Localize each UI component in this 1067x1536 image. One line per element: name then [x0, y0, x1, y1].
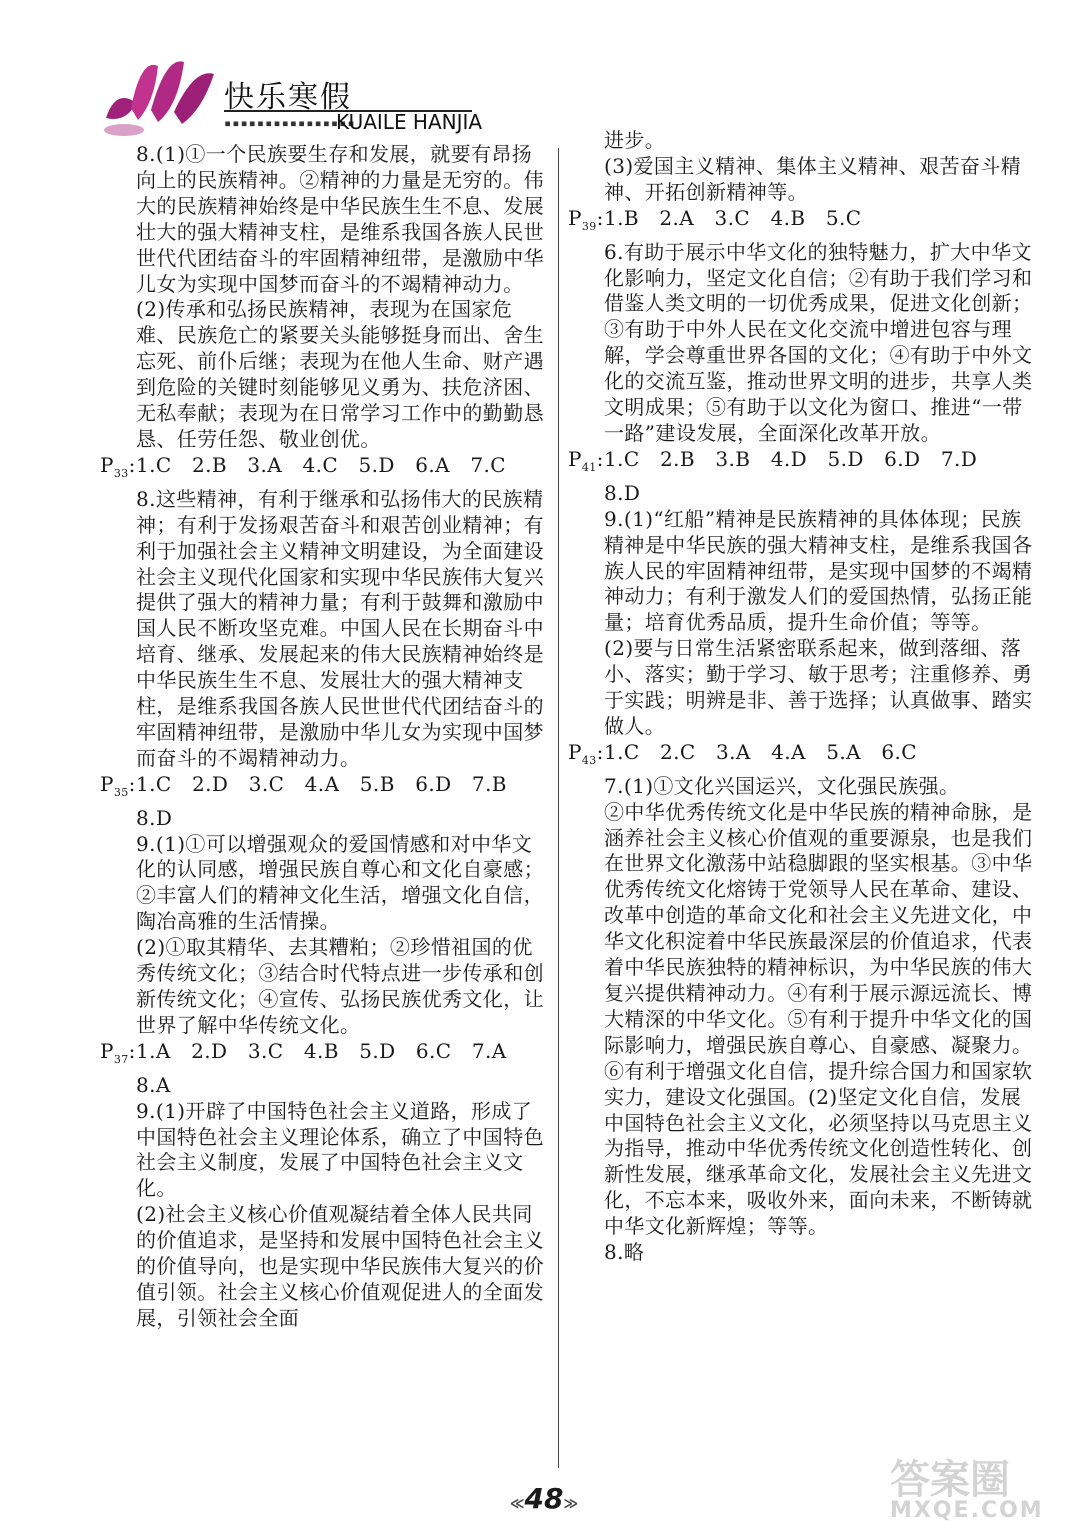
page-answer-line	[568, 447, 1038, 481]
flower-logo-icon	[96, 48, 226, 140]
choice-answers: 1.C 2.C 3.A 4.A 5.A 6.C	[604, 739, 917, 764]
answer-paragraph: 8.D	[136, 805, 173, 830]
answer-paragraph: 9.(1)开辟了中国特色社会主义道路，形成了中国特色社会主义理论体系，确立了中国特色社会主义制度，发展了中国特色社会主义文化。	[136, 1098, 544, 1201]
answer-paragraph: 8.A	[136, 1072, 171, 1097]
answer-paragraph: 8.(1)①一个民族要生存和发展，就要有昂扬向上的民族精神。②精神的力量是无穷的。伟大的民族精神始终是中华民族生生不息、发展壮大的强大精神支柱，是维系我国各族人民世世代代团结奋斗的牢固精神纽带，是激励中华儿女为实现中国梦而奋斗的不竭精神动力。	[136, 142, 544, 296]
answer-paragraph: (2)社会主义核心价值观凝结着全体人民共同的价值追求，是坚持和发展中国特色社会主义的价值导向，也是实现中华民族伟大复兴的价值引领。社会主义核心价值观促进人的全面发展，引领社会全面	[136, 1202, 544, 1330]
brand-dots: ▪▪▪▪▪▪▪▪▪▪▪▪▪▪▪▪	[224, 116, 356, 130]
answer-paragraph: 8.D	[604, 480, 641, 505]
answer-paragraph: 7.(1)①文化兴国运兴，文化强民族强。	[604, 773, 960, 798]
page-ref: $P_{33}$:	[100, 452, 136, 480]
answer-column-right	[568, 128, 1038, 1266]
page-header	[96, 48, 496, 140]
choice-answers: 1.C 2.B 3.B 4.D 5.D 6.D 7.D	[604, 446, 978, 471]
watermark	[880, 1448, 1060, 1528]
answer-paragraph: (3)爱国主义精神、集体主义精神、艰苦奋斗精神、开拓创新精神等。	[604, 153, 1022, 204]
answer-paragraph: ②中华优秀传统文化是中华民族的精神命脉，是涵养社会主义核心价值观的重要源泉，也是我们在世界文化激荡中站稳脚跟的坚实根基。③中华优秀传统文化熔铸于党领导人民在革命、建设、改革中创造的革命文化和社会主义先进文化，中华文化积淀着中华民族最深层的价值追求，代表着中华民族独特的精神标识，为中华民族的伟大复兴提供精神动力。④有利于展示源远流长、博大精深的中华文化。⑤有利于提升中华文化的国际影响力，增强民族自尊心、自豪感、凝聚力。⑥有利于增强文化自信，提升综合国力和国家软实力，建设文化强国。(2)坚定文化自信，发展中国特色社会主义文化，必须坚持以马克思主义为指导，推动中华优秀传统文化创造性转化、创新性发展，继承革命文化，发展社会主义先进文化，不忘本来，吸收外来，面向未来，不断铸就中华文化新辉煌；等等。	[604, 799, 1033, 1239]
page-number	[504, 1482, 584, 1515]
answer-paragraph: 8.略	[604, 1240, 645, 1265]
page-answer-line	[100, 772, 550, 806]
page-ref: $P_{35}$:	[100, 771, 136, 799]
answer-paragraph: 进步。	[604, 128, 666, 152]
page-ref: $P_{41}$:	[568, 446, 604, 474]
watermark-line1: 答案圈	[890, 1457, 1010, 1503]
page-answer-line	[568, 740, 1038, 774]
answer-paragraph: 6.有助于展示中华文化的独特魅力，扩大中华文化影响力，坚定文化自信；②有助于我们学习和借鉴人类文明的一切优秀成果，促进文化创新；③有助于中外人民在文化交流中增进包容与理解，学会尊重世界各国的文化；④有助于中外文化的交流互鉴，推动世界文明的进步，共享人类文明成果；⑤有助于以文化为窗口、推进“一带一路”建设发展，全面深化改革开放。	[604, 239, 1033, 445]
page-ref: $P_{39}$:	[568, 205, 604, 233]
brand-title-cn: 快乐寒假	[224, 80, 352, 115]
watermark-line2: MXQE.COM	[890, 1498, 1044, 1523]
page-answer-line	[100, 1039, 550, 1073]
answer-column-left	[100, 142, 550, 1332]
answer-paragraph: 9.(1)①可以增强观众的爱国情感和对中华文化的认同感，增强民族自尊心和文化自豪感；②丰富人们的精神文化生活，增强文化自信，陶冶高雅的生活情操。	[136, 831, 544, 934]
answer-paragraph: (2)传承和弘扬民族精神，表现为在国家危难、民族危亡的紧要关头能够挺身而出、舍生忘死、前仆后继；表现为在他人生命、财产遇到危险的关键时刻能够见义勇为、扶危济困、无私奉献；表现为在日常学习工作中的勤勤恳恳、任劳任怨、敬业创优。	[136, 297, 544, 451]
page-answer-line	[100, 453, 550, 487]
page-number-text: 48	[524, 1482, 564, 1515]
choice-answers: 1.C 2.B 3.A 4.C 5.D 6.A 7.C	[136, 452, 506, 477]
choice-answers: 1.A 2.D 3.C 4.B 5.D 6.C 7.A	[136, 1038, 507, 1063]
page-number-left-ornament: ≪	[509, 1496, 525, 1512]
page-answer-line	[568, 206, 1038, 240]
brand-title-en: KUAILE HANJIA	[336, 110, 483, 134]
page-ref: $P_{37}$:	[100, 1038, 136, 1066]
answer-paragraph: 9.(1)“红船”精神是民族精神的具体体现；民族精神是中华民族的强大精神支柱，是维系我国各族人民的牢固精神纽带，是实现中国梦的不竭精神动力；有利于激发人们的爱国热情，弘扬正能量；培育优秀品质，提升生命价值；等等。	[604, 506, 1033, 635]
answer-paragraph: (2)要与日常生活紧密联系起来，做到落细、落小、落实；勤于学习、敏于思考；注重修养、勇于实践；明辨是非、善于选择；认真做事、踏实做人。	[604, 636, 1033, 738]
choice-answers: 1.C 2.D 3.C 4.A 5.B 6.D 7.B	[136, 771, 507, 796]
choice-answers: 1.B 2.A 3.C 4.B 5.C	[604, 205, 862, 230]
page-ref: $P_{43}$:	[568, 739, 604, 767]
page-number-right-ornament: ≫	[563, 1496, 579, 1512]
answer-paragraph: 8.这些精神，有利于继承和弘扬伟大的民族精神；有利于发扬艰苦奋斗和艰苦创业精神；有利于加强社会主义精神文明建设，为全面建设社会主义现代化国家和实现中华民族伟大复兴提供了强大的精神力量；有利于鼓舞和激励中国人民不断攻坚克难。中国人民在长期奋斗中培育、继承、发展起来的伟大民族精神始终是中华民族生生不息、发展壮大的强大精神支柱，是维系我国各族人民世世代代团结奋斗的牢固精神纽带，是激励中华儿女为实现中国梦而奋斗的不竭精神动力。	[136, 486, 544, 770]
column-divider	[558, 148, 559, 1468]
answer-paragraph: (2)①取其精华、去其糟粕；②珍惜祖国的优秀传统文化；③结合时代特点进一步传承和创新传统文化；④宣传、弘扬民族优秀文化，让世界了解中华传统文化。	[136, 935, 544, 1037]
